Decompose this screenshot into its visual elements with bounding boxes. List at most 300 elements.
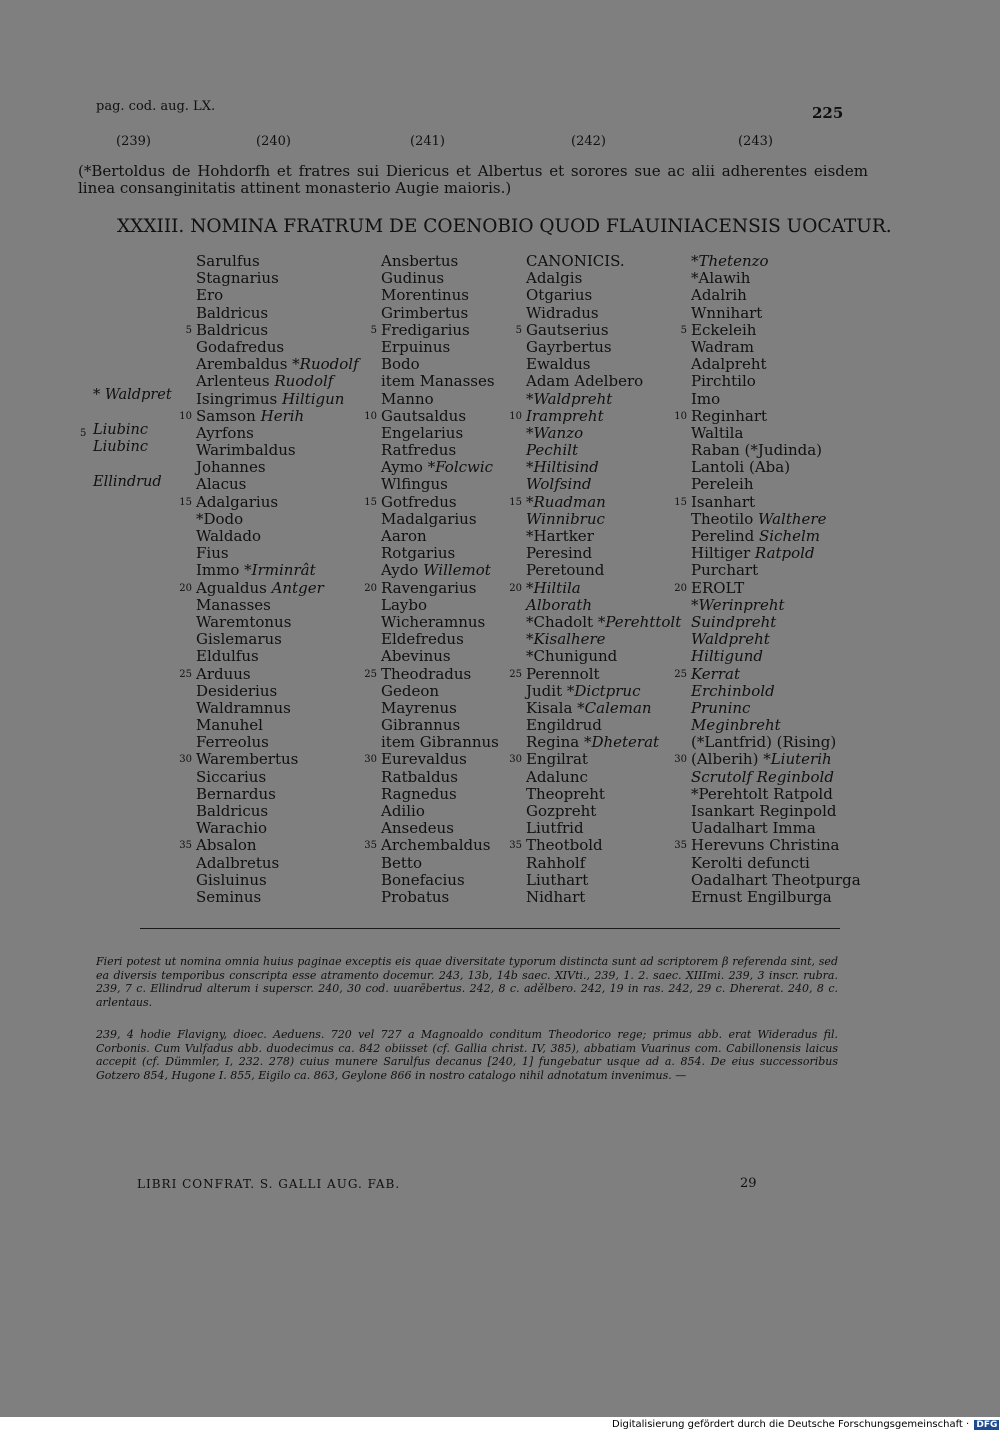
- name-text: Ewaldus: [526, 355, 591, 374]
- name-addition-italic: Herih: [255, 406, 305, 425]
- line-number: 15: [509, 496, 522, 508]
- name-entry: [691, 803, 861, 820]
- name-addition-italic: Antger: [266, 578, 324, 597]
- name-entry: [526, 459, 681, 476]
- name-entry: [526, 717, 681, 734]
- name-entry: [526, 803, 681, 820]
- name-text: EROLT: [691, 578, 745, 597]
- name-entry: [185, 320, 359, 339]
- line-number: 30: [179, 754, 192, 766]
- page-number: 225: [812, 104, 844, 122]
- column-number: (243): [738, 134, 773, 149]
- name-addition-italic: Hiltigun: [277, 389, 345, 408]
- name-entry: [370, 320, 499, 339]
- name-entry: [196, 820, 359, 837]
- name-entry: [179, 664, 359, 683]
- name-text: Ferreolus: [196, 733, 269, 752]
- name-entry: [526, 597, 681, 614]
- name-entry: [381, 511, 499, 528]
- name-text: Waltila: [691, 423, 744, 442]
- name-text: Pereleih: [691, 475, 754, 494]
- name-text: Archembaldus: [381, 836, 491, 855]
- name-text: *Alawih: [691, 269, 751, 288]
- name-text: Nidhart: [526, 887, 586, 906]
- line-number: 25: [674, 668, 687, 680]
- name-entry: [196, 683, 359, 700]
- name-text: CANONICIS.: [526, 252, 625, 270]
- line-number: 30: [364, 754, 377, 766]
- name-entry: [526, 339, 681, 356]
- name-entry: [196, 511, 359, 528]
- footnote-historical: [96, 1028, 838, 1082]
- name-entry: [509, 750, 681, 769]
- name-text: Waremtonus: [196, 612, 292, 631]
- name-addition-italic: *Folcwic: [422, 458, 494, 477]
- name-addition-italic: Meginbreht: [691, 716, 781, 735]
- name-entry: [526, 391, 681, 408]
- footer-signature: 29: [740, 1176, 757, 1191]
- name-entry: [196, 631, 359, 648]
- name-entry: [691, 820, 861, 837]
- name-text: Ratbaldus: [381, 767, 458, 786]
- dfg-credit-text: Digitalisierung gefördert durch die Deutsche Forschungsgemeinschaft: [612, 1419, 963, 1430]
- line-number: 35: [364, 840, 377, 852]
- name-text: Engildrud: [526, 716, 602, 735]
- name-addition-italic: *Ruodolf: [287, 355, 359, 374]
- name-text: Godafredus: [196, 337, 285, 356]
- name-entry: [196, 476, 359, 493]
- name-text: Laybo: [381, 595, 428, 614]
- name-entry: [381, 614, 499, 631]
- name-entry: [196, 356, 359, 373]
- name-addition-italic: Willemot: [418, 561, 491, 580]
- name-entry: [691, 648, 861, 665]
- name-text: Madalgarius: [381, 509, 477, 528]
- name-entry: [381, 872, 499, 889]
- line-number: 35: [674, 840, 687, 852]
- line-number: 15: [674, 496, 687, 508]
- name-entry: [381, 270, 499, 287]
- line-number: 15: [179, 496, 192, 508]
- name-text: Gozpreht: [526, 802, 597, 820]
- name-text: Arduus: [196, 664, 251, 683]
- name-entry: [526, 614, 681, 631]
- name-text: Uadalhart Imma: [691, 819, 816, 838]
- name-text: Warimbaldus: [196, 441, 296, 460]
- name-entry: [526, 511, 681, 528]
- name-entry: [364, 750, 499, 769]
- margin-line-number: 5: [80, 428, 87, 439]
- name-text: Alacus: [196, 475, 247, 494]
- name-entry: [196, 339, 359, 356]
- name-text: Bodo: [381, 355, 420, 374]
- name-entry: [691, 872, 861, 889]
- name-entry: [196, 391, 359, 408]
- line-number: 30: [674, 754, 687, 766]
- name-entry: [691, 270, 861, 287]
- name-entry: [526, 648, 681, 665]
- name-text: Ayrfons: [196, 423, 254, 442]
- name-text: Adalpreht: [691, 355, 767, 374]
- name-entry: [196, 253, 359, 270]
- name-entry: [526, 356, 681, 373]
- name-text: Ratfredus: [381, 441, 457, 460]
- name-entry: [691, 305, 861, 322]
- name-entry: [526, 287, 681, 304]
- name-addition-italic: Waldpreht: [533, 389, 613, 408]
- name-addition-italic: Ruadman: [533, 492, 606, 511]
- name-text: Isankart Reginpold: [691, 802, 837, 820]
- name-entry: [526, 305, 681, 322]
- name-text: Wnnihart: [691, 303, 763, 322]
- name-addition-italic: Erchinbold: [691, 681, 775, 700]
- name-entry: [196, 786, 359, 803]
- name-text: Erpuinus: [381, 337, 451, 356]
- name-text: *Chunigund: [526, 647, 618, 666]
- name-text: *Dodo: [196, 509, 244, 528]
- name-entry: [674, 578, 861, 597]
- name-entry: [691, 425, 861, 442]
- name-entry: [526, 373, 681, 390]
- margin-name: Liubinc: [93, 422, 148, 438]
- name-text: *Chadolt: [526, 612, 594, 631]
- name-entry: [691, 287, 861, 304]
- name-entry: [196, 459, 359, 476]
- name-text: Isingrimus: [196, 389, 278, 408]
- name-entry: [526, 700, 681, 717]
- name-text: *: [526, 578, 534, 597]
- name-entry: [381, 648, 499, 665]
- name-entry: [674, 492, 861, 511]
- name-addition-italic: Scrutolf Reginbold: [691, 767, 834, 786]
- name-text: Gisluinus: [196, 870, 267, 889]
- name-addition-italic: Ratpold: [750, 544, 815, 563]
- name-entry: [691, 631, 861, 648]
- name-entry: [691, 528, 861, 545]
- name-addition-italic: Pechilt: [526, 441, 578, 460]
- name-text: Samson: [196, 406, 256, 425]
- name-entry: [196, 597, 359, 614]
- name-text: Waldramnus: [196, 698, 291, 717]
- line-number: 10: [179, 410, 192, 422]
- name-entry: [179, 492, 359, 511]
- name-text: *: [691, 595, 699, 614]
- name-entry: [381, 339, 499, 356]
- name-text: Adalbretus: [196, 853, 280, 872]
- name-entry: [674, 836, 861, 855]
- name-addition-italic: Hiltigund: [691, 647, 764, 666]
- name-entry: [691, 545, 861, 562]
- name-text: Otgarius: [526, 286, 593, 305]
- name-addition-italic: Thetenzo: [698, 252, 769, 270]
- name-entry: [691, 511, 861, 528]
- name-text: Baldricus: [196, 320, 269, 339]
- name-addition-italic: *Caleman: [572, 698, 652, 717]
- name-entry: [381, 442, 499, 459]
- name-entry: [381, 803, 499, 820]
- name-entry: [381, 459, 499, 476]
- name-text: Grimbertus: [381, 303, 469, 322]
- line-number: 35: [509, 840, 522, 852]
- name-addition-italic: Sichelm: [754, 527, 821, 545]
- name-addition-italic: Pruninc: [691, 698, 751, 717]
- name-text: Fredigarius: [381, 320, 470, 339]
- name-addition-italic: *Liuterih: [758, 750, 832, 769]
- name-text: Eckeleih: [691, 320, 757, 339]
- line-number: 10: [364, 410, 377, 422]
- name-entry: [364, 492, 499, 511]
- line-number: 5: [680, 324, 687, 336]
- name-entry: [381, 734, 499, 751]
- name-text: Adalgarius: [196, 492, 279, 511]
- name-entry: [381, 545, 499, 562]
- name-entry: [381, 597, 499, 614]
- name-text: Pirchtilo: [691, 372, 756, 391]
- column-number: (242): [571, 134, 606, 149]
- name-text: Bernardus: [196, 784, 276, 803]
- name-text: Peretound: [526, 561, 605, 580]
- name-entry: [196, 855, 359, 872]
- name-text: Baldricus: [196, 802, 269, 820]
- name-entry: [674, 750, 861, 769]
- name-entry: [526, 769, 681, 786]
- name-entry: [196, 700, 359, 717]
- name-addition-italic: Irampreht: [526, 406, 604, 425]
- name-text: Peresind: [526, 544, 593, 563]
- name-entry: [526, 734, 681, 751]
- name-text: *Perehtolt Ratpold: [691, 784, 833, 803]
- name-entry: [381, 528, 499, 545]
- line-number: 10: [674, 410, 687, 422]
- name-text: Adalunc: [526, 767, 588, 786]
- line-number: 20: [509, 582, 522, 594]
- name-entry: [526, 820, 681, 837]
- name-entry: [196, 545, 359, 562]
- line-number: 20: [364, 582, 377, 594]
- name-addition-italic: Kisalhere: [533, 630, 606, 649]
- name-text: Seminus: [196, 887, 262, 906]
- name-entry: [691, 391, 861, 408]
- name-text: Eldulfus: [196, 647, 259, 666]
- name-text: Aydo: [381, 561, 419, 580]
- line-number: 25: [179, 668, 192, 680]
- name-text: Absalon: [196, 836, 257, 855]
- name-text: Theotbold: [526, 836, 603, 855]
- name-text: Bonefacius: [381, 870, 465, 889]
- name-text: Oadalhart Theotpurga: [691, 870, 861, 889]
- name-entry: [691, 459, 861, 476]
- name-addition-italic: Kerrat: [691, 664, 740, 683]
- name-entry: [196, 803, 359, 820]
- name-text: Warembertus: [196, 750, 299, 769]
- line-number: 35: [179, 840, 192, 852]
- name-entry: [381, 786, 499, 803]
- name-text: Adalrih: [691, 286, 747, 305]
- name-text: Ernust Engilburga: [691, 887, 832, 906]
- name-entry: [179, 750, 359, 769]
- name-entry: [691, 683, 861, 700]
- name-text: Adam Adelbero: [526, 372, 644, 391]
- name-entry: [691, 442, 861, 459]
- name-text: *: [526, 630, 534, 649]
- column-240: [364, 252, 499, 906]
- name-text: Aaron: [381, 527, 427, 545]
- name-entry: [196, 734, 359, 751]
- name-text: (*Lantfrid) (Rising): [691, 733, 837, 752]
- name-text: Adilio: [381, 802, 425, 820]
- name-entry: [381, 305, 499, 322]
- name-text: Engilrat: [526, 750, 588, 769]
- column-number: (241): [410, 134, 445, 149]
- margin-name: Ellindrud: [93, 474, 162, 490]
- line-number: 15: [364, 496, 377, 508]
- name-text: Baldricus: [196, 303, 269, 322]
- name-text: *: [691, 252, 699, 270]
- name-entry: [526, 545, 681, 562]
- name-text: Perennolt: [526, 664, 600, 683]
- name-text: Stagnarius: [196, 269, 279, 288]
- column-241: [509, 252, 682, 906]
- name-text: Herevuns Christina: [691, 836, 840, 855]
- line-number: 25: [364, 668, 377, 680]
- name-addition-italic: Wolfsind: [526, 475, 592, 494]
- name-text: Lantoli (Aba): [691, 458, 791, 477]
- name-entry: [196, 648, 359, 665]
- column-number: (240): [256, 134, 291, 149]
- name-entry: [526, 562, 681, 579]
- name-text: Theopreht: [526, 784, 605, 803]
- name-text: Eurevaldus: [381, 750, 467, 769]
- name-text: Morentinus: [381, 286, 469, 305]
- name-text: *: [526, 492, 534, 511]
- name-entry: [381, 820, 499, 837]
- name-entry: [196, 270, 359, 287]
- name-text: Theodradus: [381, 664, 472, 683]
- name-text: Wlfingus: [381, 475, 448, 494]
- name-text: Aymo: [381, 458, 423, 477]
- section-title: XXXIII. NOMINA FRATRUM DE COENOBIO QUOD FLAUINIACENSIS UOCATUR.: [117, 216, 892, 237]
- name-addition-italic: Werinpreht: [698, 595, 785, 614]
- name-text: Gayrbertus: [526, 337, 612, 356]
- name-text: Gislemarus: [196, 630, 282, 649]
- name-entry: [381, 425, 499, 442]
- name-entry: [196, 305, 359, 322]
- name-entry: [691, 356, 861, 373]
- name-text: Mayrenus: [381, 698, 457, 717]
- name-text: Perelind: [691, 527, 755, 545]
- name-entry: [691, 597, 861, 614]
- name-text: Probatus: [381, 887, 450, 906]
- name-text: Manno: [381, 389, 434, 408]
- name-text: *: [526, 458, 534, 477]
- name-entry: [674, 406, 861, 425]
- name-entry: [381, 476, 499, 493]
- name-entry: [509, 836, 681, 855]
- name-text: (Alberih): [691, 750, 759, 769]
- name-addition-italic: Hiltisind: [533, 458, 599, 477]
- name-entry: [509, 406, 681, 425]
- column-number: (239): [116, 134, 151, 149]
- name-text: Kerolti defuncti: [691, 853, 810, 872]
- name-entry: [526, 889, 681, 906]
- name-entry: [381, 356, 499, 373]
- name-text: Wicheramnus: [381, 612, 486, 631]
- name-text: Rotgarius: [381, 544, 456, 563]
- name-entry: [381, 889, 499, 906]
- name-text: item Manasses: [381, 372, 495, 391]
- running-header: pag. cod. aug. LX.: [96, 99, 216, 114]
- name-addition-italic: Alborath: [526, 595, 593, 614]
- name-entry: [196, 528, 359, 545]
- name-entry: [526, 855, 681, 872]
- name-text: *Hartker: [526, 527, 594, 545]
- name-text: Johannes: [196, 458, 266, 477]
- name-entry: [196, 769, 359, 786]
- name-entry: [509, 578, 681, 597]
- name-entry: [196, 562, 359, 579]
- name-text: Eldefredus: [381, 630, 464, 649]
- name-text: Agualdus: [196, 578, 267, 597]
- name-text: Isanhart: [691, 492, 756, 511]
- name-text: Gibrannus: [381, 716, 461, 735]
- name-entry: [196, 717, 359, 734]
- name-entry: [691, 700, 861, 717]
- name-text: Adalgis: [526, 269, 583, 288]
- dfg-logo: DFG: [976, 1420, 998, 1430]
- name-entry: [179, 836, 359, 855]
- name-text: Rahholf: [526, 853, 586, 872]
- name-text: Judit: [526, 681, 563, 700]
- line-number: 10: [509, 410, 522, 422]
- name-text: Raban (*Judinda): [691, 441, 823, 460]
- name-addition-italic: Ruodolf: [269, 372, 334, 391]
- name-entry: [526, 270, 681, 287]
- name-entry: [526, 786, 681, 803]
- name-text: Ero: [196, 286, 224, 305]
- name-entry: [381, 683, 499, 700]
- margin-name: Liubinc: [93, 439, 148, 455]
- name-text: Ansbertus: [381, 252, 459, 270]
- name-text: Immo: [196, 561, 240, 580]
- column-239: [179, 252, 359, 906]
- footer-title: LIBRI CONFRAT. S. GALLI AUG. FAB.: [137, 1177, 401, 1191]
- line-number: 5: [185, 324, 192, 336]
- footnote-text: 239, 4 hodie Flavigny, dioec. Aeduens. 720 vel 727 a Magnoaldo conditum Theodorico rege; primus abb. erat Wideradus fil. Corbonis. Cum Vulfadus abb. duodecimus ca. 842 obiisset (cf. Gallia christ. IV, 385), abbatiam Vuarinus com. Cabillonensis laicus accepit (cf. Dümmler, I, 232. 278) cuius munere Sarulfus decanus [240, 1] fungebatur usque ad a. 854. De eius successoribus Gotzero 854, Hugone I. 855, Eigilo ca. 863, Geylone 866 in nostro catalogo nihil adnotatum invenimus. —: [96, 1028, 838, 1082]
- name-entry: [691, 339, 861, 356]
- name-entry: [526, 425, 681, 442]
- name-entry: [509, 664, 681, 683]
- footnote-text: Fieri potest ut nomina omnia huius paginae exceptis eis quae diversitate typorum distincta sunt ad scriptorem β referenda sint, sed ea diversis temporibus conscripta esse atramento docemur. 243, 13b, 14b saec. XIVti., 239, 1. 2. saec. XIIImi. 239, 3 inscr. rubra. 239, 7 c. Ellindrud alterum i superscr. 240, 30 cod. uuarēbertus. 242, 8 c. adělbero. 242, 19 in ras. 242, 29 c. Dhererat. 240, 8 c. arlentaus.: [96, 955, 838, 1009]
- name-entry: [526, 253, 681, 270]
- name-addition-italic: Waldpreht: [691, 630, 770, 649]
- name-text: Abevinus: [381, 647, 451, 666]
- name-entry: [364, 664, 499, 683]
- line-number: 5: [515, 324, 522, 336]
- name-text: Manuhel: [196, 716, 263, 735]
- name-entry: [526, 872, 681, 889]
- name-entry: [691, 373, 861, 390]
- name-entry: [526, 631, 681, 648]
- name-text: Widradus: [526, 303, 599, 322]
- line-number: 20: [674, 582, 687, 594]
- line-number: 30: [509, 754, 522, 766]
- name-entry: [364, 406, 499, 425]
- name-entry: [381, 253, 499, 270]
- name-addition-italic: Wanzo: [533, 423, 584, 442]
- name-entry: [381, 373, 499, 390]
- line-number: 5: [370, 324, 377, 336]
- name-text: Ansedeus: [381, 819, 454, 838]
